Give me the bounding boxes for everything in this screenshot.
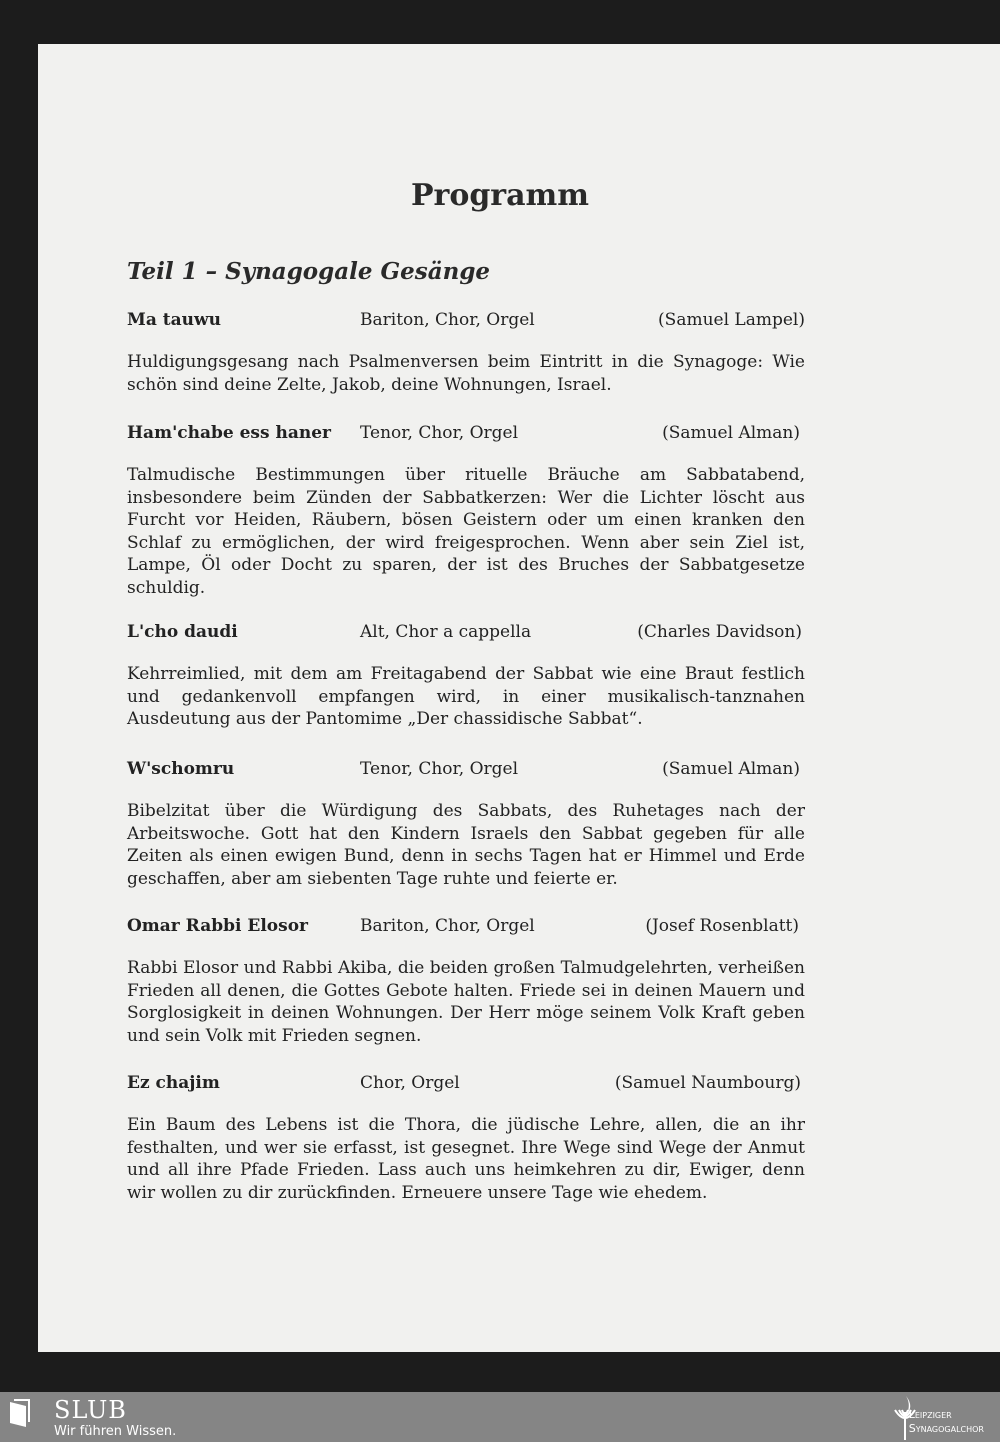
- piece-description: Talmudische Bestimmungen über rituelle Bräuche am Sabbatabend, insbesondere beim Zünden der Sabbatkerzen: Wer die Lichter löscht aus Furcht vor Heiden, Räubern, bösen Geistern oder um einen kranken den Schlaf zu ermöglichen, der wird freigesprochen. Wenn aber sein Ziel ist, Lampe, Öl oder Docht zu sparen, der ist des Bruches der Sabbatgesetze schuldig.: [127, 465, 805, 598]
- piece-voices: Alt, Chor a cappella: [360, 622, 532, 642]
- piece-title: L'cho daudi: [127, 622, 238, 642]
- entry-header: [127, 423, 805, 447]
- piece-title: Ez chajim: [127, 1073, 220, 1093]
- program-entry: [127, 423, 805, 599]
- slub-logo[interactable]: SLUB: [54, 1396, 127, 1424]
- piece-voices: Tenor, Chor, Orgel: [360, 423, 519, 443]
- piece-description: Rabbi Elosor und Rabbi Akiba, die beiden großen Talmudgelehrten, verheißen Frieden all denen, die Gottes Gebote halten. Friede sei in deinen Mauern und Sorglosigkeit in deinen Wohnungen. Der Herr möge seinem Volk Kraft geben und sein Volk mit Frieden segnen.: [127, 958, 805, 1046]
- entry-header: [127, 310, 805, 334]
- page-title: Programm: [410, 178, 590, 213]
- piece-voices: Bariton, Chor, Orgel: [360, 310, 535, 330]
- piece-composer: (Samuel Alman): [662, 759, 800, 779]
- piece-composer: (Josef Rosenblatt): [645, 916, 799, 936]
- piece-voices: Bariton, Chor, Orgel: [360, 916, 535, 936]
- partner-line1: Leipziger: [908, 1408, 952, 1421]
- piece-description: Bibelzitat über die Würdigung des Sabbats, des Ruhetages nach der Arbeitswoche. Gott hat den Kindern Israels den Sabbat gegeben für alle Zeiten als einen ewigen Bund, denn in sechs Tagen hat er Himmel und Erde geschaffen, aber am siebenten Tage ruhte und feierte er.: [127, 801, 805, 889]
- piece-voices: Chor, Orgel: [360, 1073, 460, 1093]
- piece-title: Omar Rabbi Elosor: [127, 916, 308, 936]
- piece-composer: (Samuel Lampel): [658, 310, 805, 330]
- entry-header: [127, 622, 805, 646]
- piece-description: Ein Baum des Lebens ist die Thora, die jüdische Lehre, allen, die an ihr festhalten, und wer sie erfasst, ist gesegnet. Ihre Wege sind Wege der Anmut und all ihre Pfade Frieden. Lass auch uns heimkehren zu dir, Ewiger, denn wir wollen zu dir zurückfinden. Erneuere unsere Tage wie ehedem.: [127, 1115, 805, 1203]
- footer-bar: [0, 1392, 1000, 1442]
- section-heading: Teil 1 – Synagogale Gesänge: [127, 258, 491, 285]
- piece-title: W'schomru: [127, 759, 235, 779]
- program-entry: [127, 622, 805, 731]
- piece-title: Ham'chabe ess haner: [127, 423, 331, 443]
- piece-title: Ma tauwu: [127, 310, 221, 330]
- piece-description: Huldigungsgesang nach Psalmenversen beim Eintritt in die Synagoge: Wie schön sind deine Zelte, Jakob, deine Wohnungen, Israel.: [127, 352, 805, 395]
- piece-composer: (Samuel Naumbourg): [614, 1073, 801, 1093]
- piece-composer: (Samuel Alman): [662, 423, 800, 443]
- piece-description: Kehrreimlied, mit dem am Freitagabend der Sabbat wie eine Braut festlich und gedankenvoll empfangen wird, in einer musikalisch-tanznahen Ausdeutung aus der Pantomime „Der chassidische Sabbat“.: [127, 664, 805, 729]
- piece-voices: Tenor, Chor, Orgel: [360, 759, 519, 779]
- entry-header: [127, 1073, 805, 1097]
- entry-header: [127, 916, 805, 940]
- partner-logo[interactable]: [909, 1408, 984, 1436]
- entry-header: [127, 759, 805, 783]
- program-entry: [127, 916, 805, 1047]
- slub-book-icon: [8, 1398, 34, 1428]
- program-entry: [127, 759, 805, 890]
- program-entry: [127, 1073, 805, 1204]
- piece-composer: (Charles Davidson): [637, 622, 802, 642]
- slub-tagline: Wir führen Wissen.: [54, 1424, 177, 1439]
- program-entry: [127, 310, 805, 396]
- partner-line2: Synagogalchor: [908, 1422, 984, 1435]
